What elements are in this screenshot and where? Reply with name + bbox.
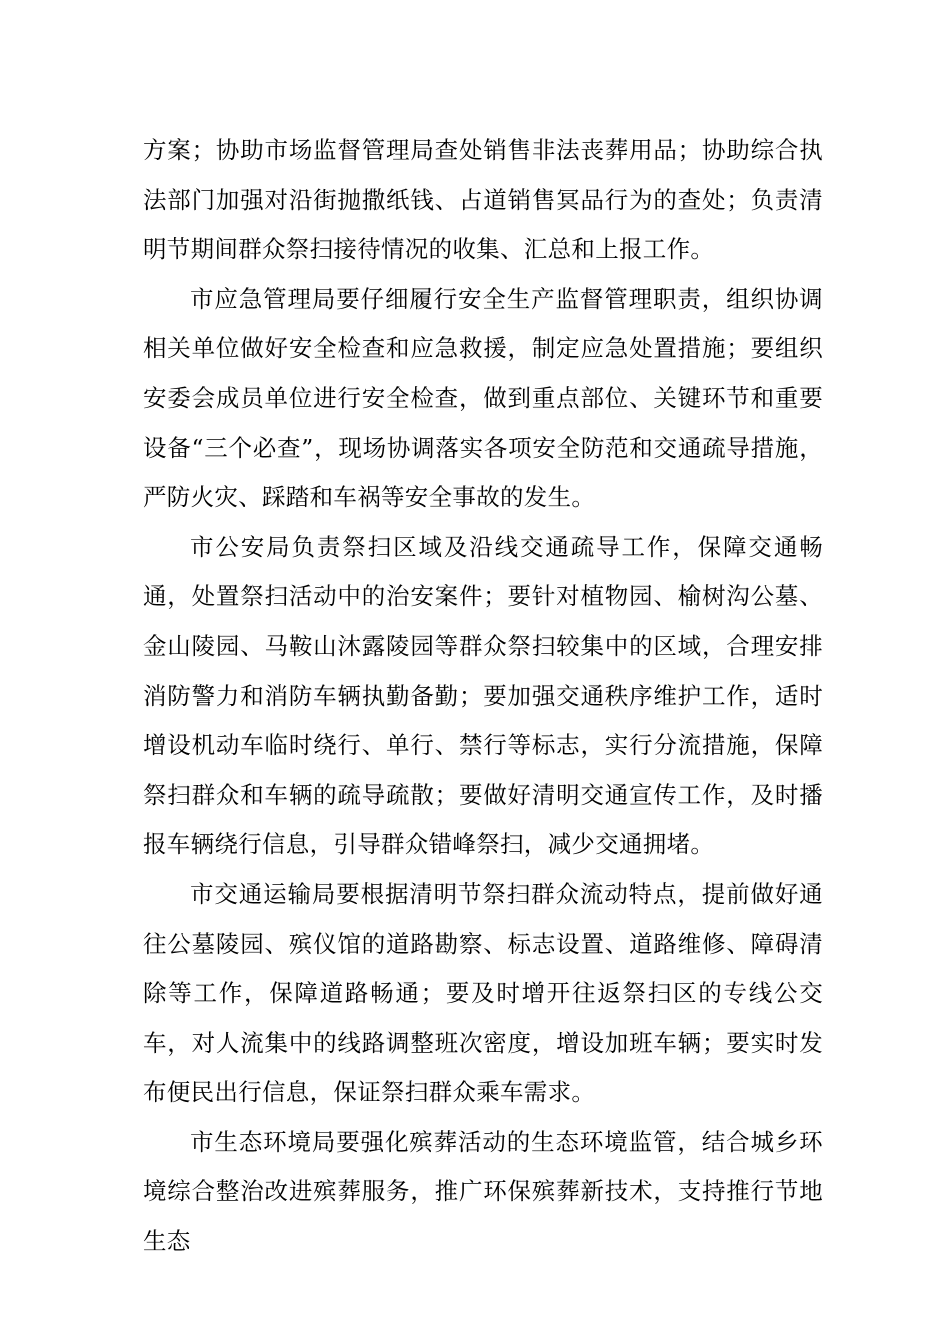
paragraph-continuation: 方案；协助市场监督管理局查处销售非法丧葬用品；协助综合执法部门加强对沿街抛撒纸钱、占道销售冥品行为的查处；负责清明节期间群众祭扫接待情况的收集、汇总和上报工作。: [143, 136, 823, 264]
paragraph-transportation: 市交通运输局要根据清明节祭扫群众流动特点，提前做好通往公墓陵园、殡仪馆的道路勘察、标志设置、道路维修、障碍清除等工作，保障道路畅通；要及时增开往返祭扫区的专线公交车，对人流集中的线路调整班次密度，增设加班车辆；要实时发布便民出行信息，保证祭扫群众乘车需求。: [143, 879, 823, 1107]
document-body: [143, 126, 823, 1267]
paragraph-public-security: 市公安局负责祭扫区域及沿线交通疏导工作，保障交通畅通，处置祭扫活动中的治安案件；要针对植物园、榆树沟公墓、金山陵园、马鞍山沐露陵园等群众祭扫较集中的区域，合理安排消防警力和消防车辆执勤备勤；要加强交通秩序维护工作，适时增设机动车临时绕行、单行、禁行等标志，实行分流措施，保障祭扫群众和车辆的疏导疏散；要做好清明交通宣传工作，及时播报车辆绕行信息，引导群众错峰祭扫，减少交通拥堵。: [143, 532, 823, 859]
paragraph-ecology-environment: 市生态环境局要强化殡葬活动的生态环境监管，结合城乡环境综合整治改进殡葬服务，推广环保殡葬新技术，支持推行节地生态: [143, 1127, 823, 1256]
paragraph-emergency-management: 市应急管理局要仔细履行安全生产监督管理职责，组织协调相关单位做好安全检查和应急救援，制定应急处置措施；要组织安委会成员单位进行安全检查，做到重点部位、关键环节和重要设备“三个必查”，现场协调落实各项安全防范和交通疏导措施，严防火灾、踩踏和车祸等安全事故的发生。: [143, 284, 823, 512]
